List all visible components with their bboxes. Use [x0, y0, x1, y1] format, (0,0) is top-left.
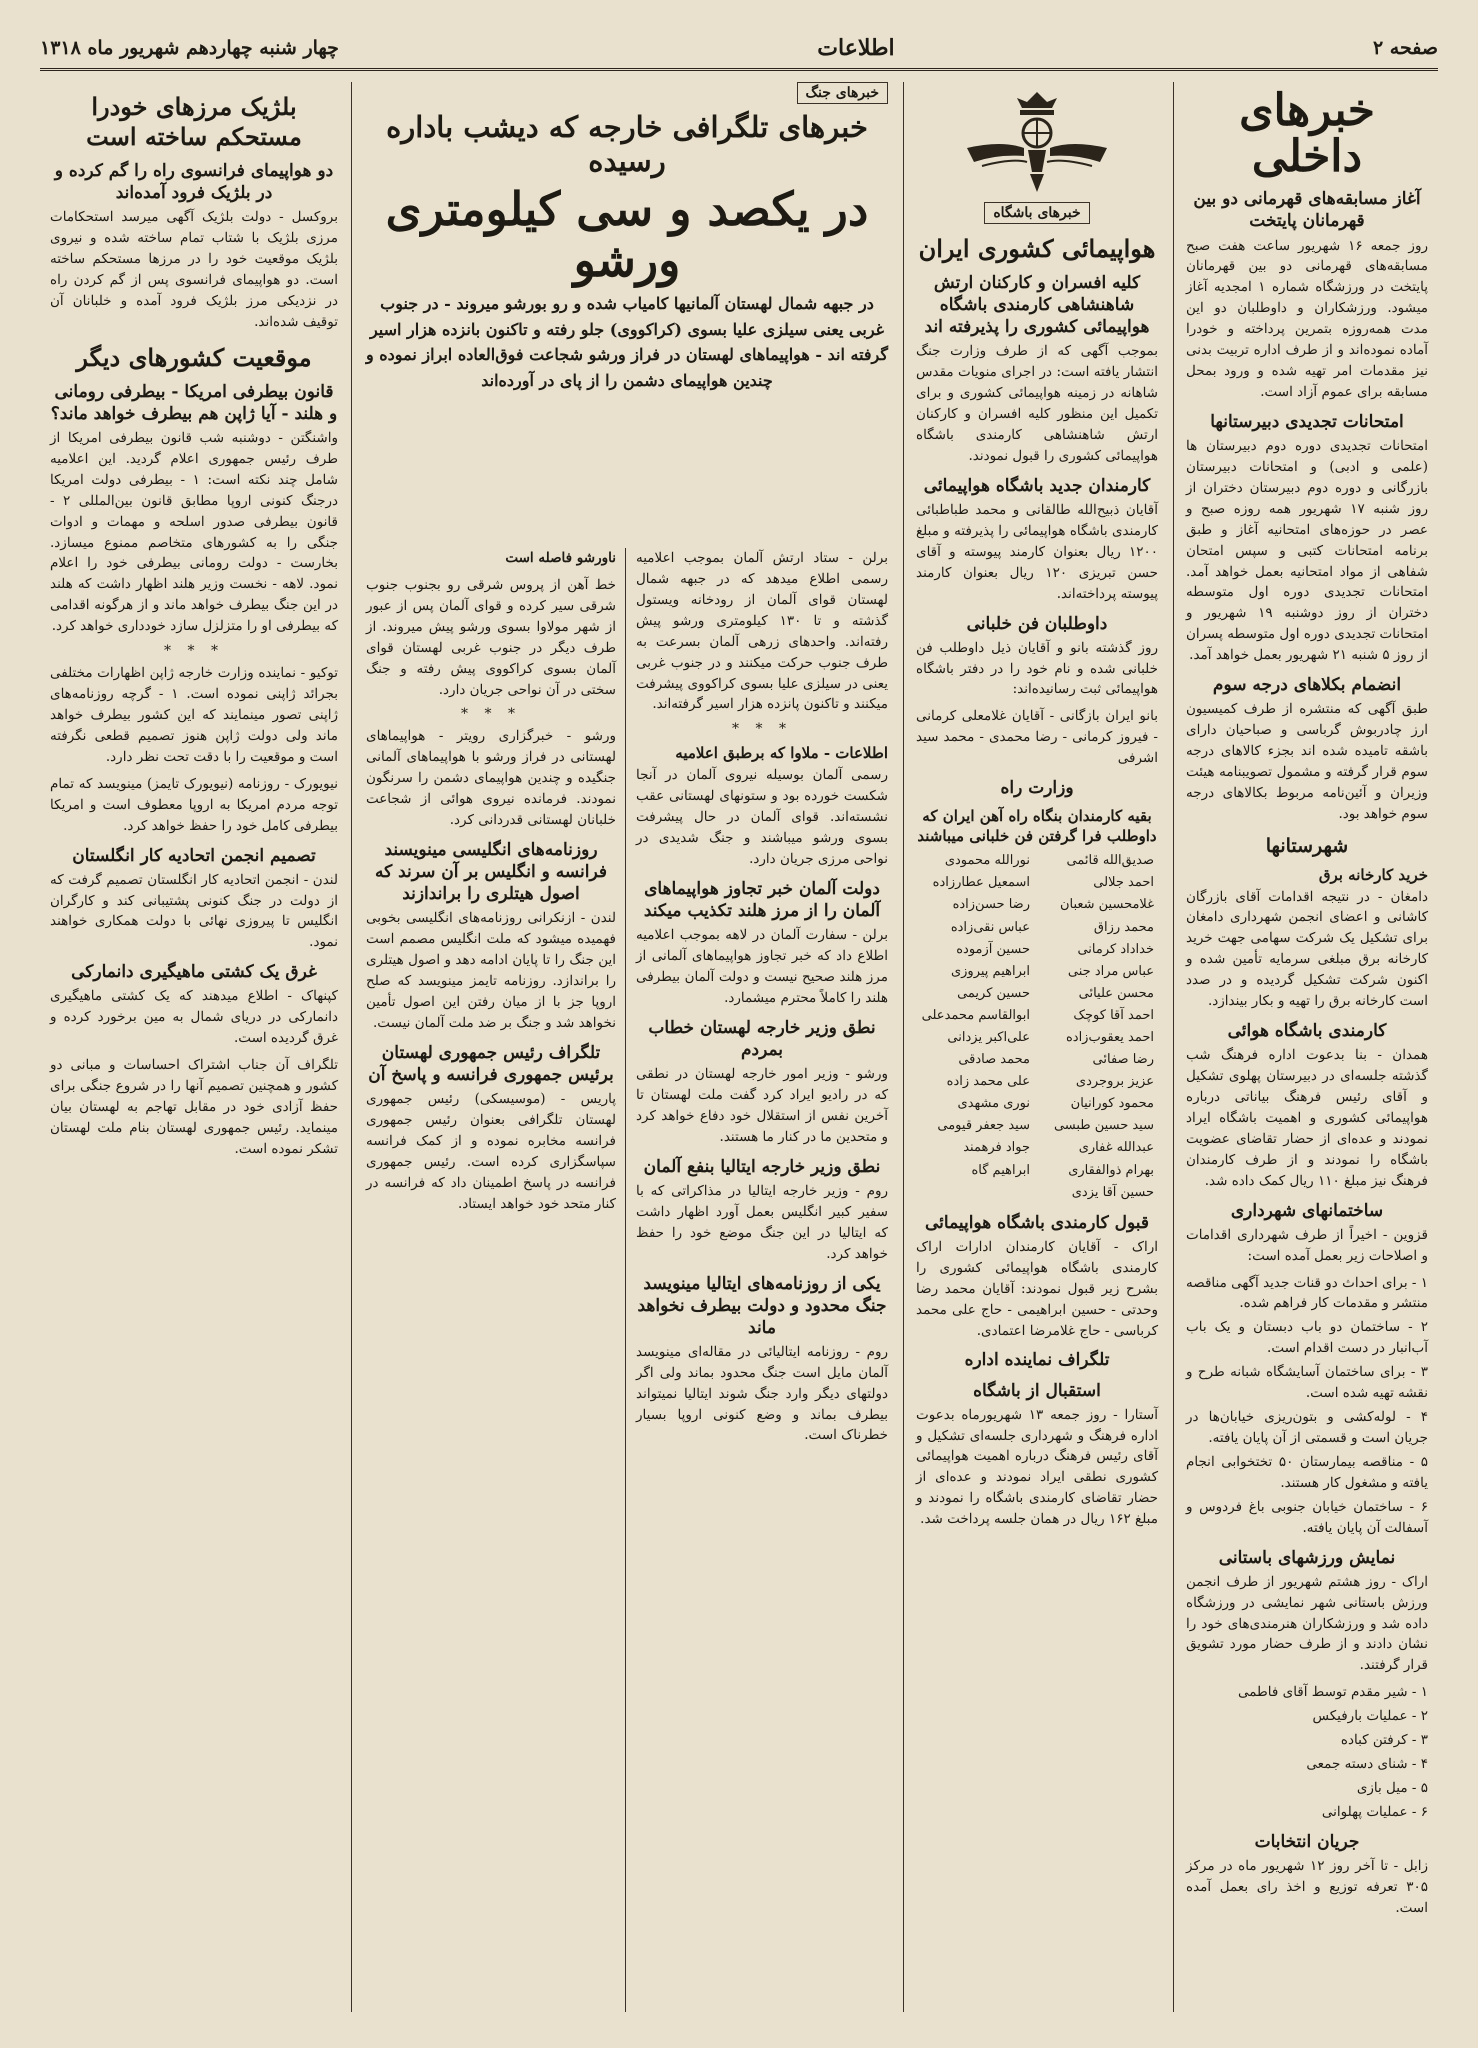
- countries-text: واشنگتن - دوشنبه شب قانون بیطرفی امریکا از طرف رئیس جمهوری اعلام گردید. این اعلامیه شامل چند نکته است: ۱ - بیطرفی دولت امریکا درجنگ کنونی اروپا مطابق قانون بین‌المللی ۲ - قانون بیطرفی صدور اسلحه و مهمات و ادوات جنگی را به کشورهای متخاصم ممنوع میسازد. بخارست - دولت رومانی بیطرفی خود را اعلام نمود. لاهه - نخست وزیر هلند اظهار داشت که هلند در این جنگ بیطرف خواهد ماند و از هرگونه اقدامی که بیطرفی او را متزلزل سازد خودداری خواهد کرد.: [50, 429, 338, 635]
- separator: * * *: [461, 706, 521, 723]
- list-item: عباس نقی‌زاده: [950, 919, 1030, 935]
- list-item: بهرام ذوالفقاری: [1068, 1162, 1154, 1178]
- war-lead: در جبهه شمال لهستان آلمانیها کامیاب شده و رو بورشو میروند - در جنوب غربی یعنی سیلزی علیا بسوی (کراکووی) جلو رفته و تاکنون بانزده هزار اسیر گرفته اند - هواپیماهای لهستان در فراز ورشو شجاعت فوق‌العاده ابراز نموده و چندین هواپیمای دشمن را از پای در آورده‌اند: [366, 294, 888, 390]
- volunteers-heading: داوطلبان فن خلبانی: [966, 613, 1108, 634]
- new-members-heading: کارمندان جدید باشگاه هواپیمائی: [923, 475, 1151, 496]
- aviation-heading: کارمندی باشگاه هوائی: [1227, 1021, 1387, 1042]
- news-text: رسمی آلمان بوسیله نیروی آلمان در آنجا شکست خورده بود و ستونهای لهستانی عقب نشسته‌اند. قوای آلمان در حال پیشرفت بسوی ورشو میباشند و جنگ شدیدی در نواحی مرزی جریان دارد.: [636, 767, 888, 868]
- list-item: رضا حسن‌زاده: [952, 897, 1030, 913]
- list-item: رضا صفائی: [1092, 1052, 1154, 1068]
- belgium-text: بروکسل - دولت بلژیک آگهی میرسد استحکامات مرزی بلژیک با شتاب تمام ساخته شده و نیروی بلژیک موقعیت خود را در مرزها مستحکم ساخته است. دو هواپیمای فرانسوی پس از گم کردن راه در نزدیکی مرز بلژیک فرود آمده و خلبانان آن توقیف شده‌اند.: [50, 209, 338, 330]
- list-item: ۴ - شنای دسته جمعی: [1306, 1756, 1428, 1773]
- list-item: نوری مشهدی: [957, 1096, 1030, 1112]
- sports-text: اراک - روز هشتم شهریور از طرف انجمن ورزش باستانی شهر نمایشی در ورزشگاه داده شد و ورزشکاران هنرمندی‌های خود را نشان دادند و از طرف حضار مورد تشویق قرار گرفتند.: [1186, 1573, 1428, 1674]
- japan-text: توکیو - نماینده وزارت خارجه ژاپن اظهارات مختلفی بجرائد ژاپنی نموده است. ۱ - گرچه روزنامه‌های ژاپنی تصور مینمایند که این کشور بیطرف خواهد ماند ولی دولت ژاپن هنوز تصمیم قطعی نگرفته است و موقعیت را با دقت تحت نظر دارد.: [50, 665, 339, 765]
- volunteers-names: بانو ایران بازگانی - آقایان غلامعلی کرمانی - فیروز کرمانی - رضا محمدی - محمد سید اشرفی: [916, 708, 1158, 767]
- list-item: محسن علیائی: [1078, 985, 1154, 1001]
- list-item: ابوالقاسم محمدعلی: [921, 1007, 1030, 1023]
- list-item: احمد جلالی: [1093, 875, 1154, 891]
- paper-name: اطلاعات: [817, 35, 895, 61]
- belgium-heading: بلژیک مرزهای خودرا مستحکم ساخته است: [86, 92, 302, 151]
- war-banner-headline: در یکصد و سی کیلومتری ورشو: [385, 182, 869, 287]
- election-heading: جریان انتخابات: [1254, 1831, 1360, 1852]
- reception-text: آستارا - روز جمعه ۱۳ شهریورماه بدعوت اداره فرهنگ و شهرداری جلسه‌ای تشکیل و آقای رئیس فرهنگ درباره اهمیت هواپیمائی کشوری نطقی ایراد نمودند و عده‌ای از حضار تقاضای کارمندی باشگاه را نمودند و مبلغ ۱۶۲ ریال در همان جلسه پرداخت شد.: [916, 1406, 1158, 1528]
- list-item: غلامحسین شعبان: [1059, 897, 1154, 913]
- issue-date: چهار شنبه چهاردهم شهریور ماه ۱۳۱۸: [40, 37, 339, 59]
- war-news-left: [356, 548, 626, 2012]
- belgium-subheading: دو هواپیمای فرانسوی راه را گم کرده و در بلژیک فرود آمده‌اند: [54, 161, 334, 204]
- war-header-row: [366, 82, 888, 104]
- exam-text: امتحانات تجدیدی دوره دوم دبیرستان ها (علمی و ادبی) و امتحانات دبیرستان بازرگانی و دوره دوم دبیرستان دختران از روز شنبه ۱۷ شهریور همه روزه صبح و عصر در حوزه‌های امتحانیه آغاز و طبق برنامه امتحانات کتبی و سپس امتحان شفاهی از مواد امتحانیه بعمل خواهد آمد. امتحانات تجدیدی دوره اول متوسطه دختران از روز دوشنبه ۱۹ شهریور و امتحانات تجدیدی دوره اول متوسطه پسران از روز ۵ شنبه ۲۱ شهریور بعمل خواهد آمد.: [1186, 438, 1429, 664]
- italy-papers-heading: یکی از روزنامه‌های ایتالیا مینویسد جنگ محدود و دولت بیطرف نخواهد ماند: [637, 1273, 887, 1338]
- class-text: طبق آگهی که منتشره از طرف کمیسیون ارز چادربوش گرباسی و صباحیان دارای باشقه تامیده شده اند بجزء کالاهای درجه سوم قرار گرفته و مشمول تصویبنامه هیئت وزیران و آئین‌نامه مربوط بکالاهای درجه سوم خواهد بود.: [1186, 701, 1428, 822]
- bottom-text: تلگراف آن جناب اشتراک احساسات و مبانی دو کشور و همچنین تصمیم آنها را در شروع جنگی برای حفظ آزادی خود در مقابل تهاجم به لهستان بیان مینماید. رئیس جمهوری لهستان بنام ملت لهستان تشکر نموده است.: [50, 1057, 338, 1157]
- municipal-list: [1186, 1273, 1428, 1539]
- accept-text: اراک - آقایان کارمندان ادارات اراک کارمندی باشگاه هواپیمائی کشوری را بشرح زیر قبول نمودند: آقایان محمد رضا وحدتی - حسین ابراهیمی - حاج علی محمد کرباسی - حاج غلامرضا اعتمادی.: [916, 1238, 1158, 1339]
- telegraph-heading: تلگراف نماینده اداره: [964, 1350, 1110, 1371]
- list-item: علی محمد زاده: [946, 1074, 1030, 1090]
- countries-subheading: قانون بیطرفی امریکا - بیطرفی رومانی و هلند - آیا ژاپن هم بیطرف خواهد ماند؟: [50, 381, 338, 424]
- dispatch-heading: خبرهای تلگرافی خارجه که دیشب باداره رسیده: [386, 110, 868, 178]
- list-item: اسمعیل عطارزاده: [932, 875, 1030, 891]
- column-rule: [903, 82, 904, 2012]
- ministry-heading: وزارت راه: [1000, 778, 1074, 799]
- italy-fm-heading: نطق وزیر خارجه ایتالیا بنفع آلمان: [643, 1156, 881, 1177]
- italy-papers-text: روم - روزنامه ایتالیائی در مقاله‌ای مینویسد آلمان مایل است جنگ محدود بماند ولی اگر دولتهای دیگر وارد جنگ شوند ایتالیا نمیتواند بیطرف بماند و وضع کنونی اروپا بسیار خطرناک است.: [636, 1343, 888, 1444]
- list-item: ابراهیم پیروزی: [950, 963, 1030, 979]
- war-section-label: خبرهای جنگ: [797, 82, 889, 104]
- list-item: ابراهیم گاه: [971, 1162, 1030, 1178]
- nyc-text: نیویورک - روزنامه (نیویورک تایمز) مینویسد که تمام توجه مردم امریکا به اروپا معطوف است و امریکا بیطرفی کامل خود را حفظ خواهد کرد.: [50, 775, 338, 834]
- warsaw-intro: ناورشو فاصله است: [505, 550, 616, 566]
- list-item: محمود کورانیان: [1070, 1096, 1154, 1112]
- list-item: ۲ - عملیات بارفیکس: [1312, 1708, 1428, 1725]
- masthead: [40, 28, 1438, 71]
- poland-fm-heading: نطق وزیر خارجه لهستان خطاب بمردم: [648, 1017, 876, 1060]
- list-item: ۱ - شیر مقدم توسط آقای فاطمی: [1237, 1684, 1428, 1701]
- list-item: عزیز بروجردی: [1075, 1074, 1154, 1090]
- staff-heading: بقیه کارمندان بنگاه راه آهن ایران که داوطلب فرا گرفتن فن خلبانی میباشند: [917, 807, 1157, 845]
- list-item: نورالله محمودی: [944, 853, 1030, 869]
- separator: * * *: [732, 721, 792, 738]
- list-item: خداداد کرمانی: [1077, 941, 1154, 957]
- england-heading: تصمیم انجمن اتحادیه کار انگلستان: [72, 845, 316, 866]
- separator: * * *: [164, 643, 224, 660]
- factory-heading: خرید کارخانه برق: [1318, 865, 1428, 884]
- list-item: ۵ - مناقصه بیمارستان ۵۰ تختخوابی انجام یافته و مشغول کار هستند.: [1186, 1453, 1428, 1491]
- countries-heading: موقعیت کشورهای دیگر: [76, 342, 312, 372]
- germany-heading: دولت آلمان خبر تجاوز هواپیماهای آلمان را از مرز هلند تکذیب میکند: [643, 878, 881, 922]
- volunteers-text: روز گذشته بانو و آقایان ذیل داوطلب فن خلبانی شده و نام خود را در دفتر باشگاه هواپیمائی ثبت رسانیده‌اند:: [916, 639, 1158, 698]
- column-rule: [351, 82, 352, 2012]
- cities-heading: شهرستانها: [1265, 834, 1349, 857]
- club-text: بموجب آگهی که از طرف وزارت جنگ انتشار یافته است: در اجرای منویات مقدس شاهانه در زمینه هواپیمائی کشوری و برای تکمیل این منظور کلیه افسران و کارکنان ارتش شاهنشاهی کارمندی باشگاه هواپیمائی کشوری را قبول نمودند.: [916, 343, 1158, 464]
- poland-president-heading: تلگراف رئیس جمهوری لهستان برئیس جمهوری فرانسه و پاسخ آن: [368, 1042, 614, 1085]
- list-item: عبدالله غفاری: [1078, 1140, 1154, 1156]
- warsaw-radio-text: ورشو - خبرگزاری رویتر - هواپیماهای لهستانی در فراز ورشو با هواپیماهای آلمانی جنگیده و چندین هواپیمای دشمن را سرنگون نمودند. فرمانده نیروی هوائی از شجاعت خلبانان لهستانی قدردانی کرد.: [366, 728, 616, 829]
- staff-names-list: [916, 850, 1158, 1204]
- ship-heading: غرق یک کشتی ماهیگیری دانمارکی: [71, 962, 317, 983]
- club-subheading: کلیه افسران و کارکنان ارتش شاهنشاهی کارمندی باشگاه هواپیمائی کشوری را پذیرفته اند: [924, 273, 1150, 338]
- england-text: لندن - انجمن اتحادیه کار انگلستان تصمیم گرفت که از دولت در جنگ کنونی پشتیبانی کند و کارگران انگلیس تا پیروزی نهائی با دولت همکاری خواهند نمود.: [50, 871, 338, 951]
- sports-list: [1186, 1682, 1428, 1823]
- list-item: احمد آقا کوچک: [1073, 1007, 1154, 1023]
- page-number: صفحه ۲: [1372, 37, 1438, 59]
- italy-fm-text: روم - وزیر خارجه ایتالیا در مذاکراتی که با سفیر کبیر انگلیس بعمل آورد اظهار داشت که ایتالیا در این جنگ موضع خود را حفظ خواهد کرد.: [636, 1182, 888, 1262]
- municipal-heading: ساختمانهای شهرداری: [1230, 1200, 1384, 1221]
- club-section-label: خبرهای باشگاه: [984, 202, 1089, 224]
- lion-and-sun-emblem-icon: [962, 88, 1112, 198]
- aviation-text: همدان - بنا بدعوت اداره فرهنگ شب گذشته جلسه‌ای در دبیرستان پهلوی تشکیل و آقای رئیس فرهنگ بیاناتی درباره هواپیمائی کشوری و اهمیت باشگاه ایراد نمودند و عده‌ای از حضار تقاضای عضویت باشگاه را نمودند و از طرف کارمندان فرهنگ نیز مبلغ ۱۱۰ ریال کمک داده شد.: [1186, 1047, 1428, 1189]
- list-item: احمد یعقوب‌زاده: [1065, 1029, 1154, 1045]
- england-papers-text: لندن - ازنکرانی روزنامه‌های انگلیسی بخوبی فهمیده میشود که ملت انگلیس مصمم است این جنگ را تا پایان ادامه دهد و اصول هیتلری را براندازد. روزنامه تایمز مینویسد که صلح اروپا جز با از میان رفتن این اصول تأمین نخواهد شد و جنگ بر ضد ملت آلمان نیست.: [366, 910, 616, 1031]
- list-item: ۵ - میل بازی: [1356, 1780, 1428, 1797]
- column-rule: [1173, 82, 1174, 2012]
- list-item: علی‌اکبر یزدانی: [947, 1029, 1030, 1045]
- poland-president-text: پاریس - (موسیسکی) رئیس جمهوری لهستان تلگرافی بعنوان رئیس جمهوری فرانسه مخابره نموده و از کمک فرانسه سپاسگزاری کرده است. رئیس جمهوری فرانسه در پاسخ اطمینان داد که فرانسه در کنار متحد خود خواهد ایستاد.: [366, 1091, 616, 1212]
- list-item: ۲ - ساختمان دو باب دبستان و یک باب آب‌انبار در دست اقدام است.: [1186, 1319, 1428, 1357]
- reception-heading: استقبال از باشگاه: [973, 1380, 1101, 1401]
- berlin-text: برلن - ستاد ارتش آلمان بموجب اعلامیه رسمی اطلاع میدهد که در جبهه شمال لهستان قوای آلمان از رودخانه ویستول گذشته و تا ۱۳۰ کیلومتری ورشو پیش رفته‌اند. واحدهای زرهی آلمان بسرعت به طرف جنوب حرکت میکنند و در جنوب غربی یعنی در سیلزی علیا بسوی کراکووی پیشرفت میکنند و تاکنون پانزده هزار اسیر گرفته‌اند.: [636, 550, 888, 713]
- list-item: سید جعفر قیومی: [937, 1118, 1030, 1134]
- list-item: محمد رزاق: [1093, 919, 1154, 935]
- list-item: عباس مراد جنی: [1067, 963, 1154, 979]
- germany-text: برلن - سفارت آلمان در لاهه بموجب اعلامیه اطلاع داد که خبر تجاوز هواپیماهای آلمانی از مرز هلند صحیح نیست و دولت آلمان بیطرفی هلند را کاملاً محترم میشمارد.: [636, 927, 888, 1006]
- ship-text: کپنهاک - اطلاع میدهند که یک کشتی ماهیگیری دانمارکی در دریای شمال به مین برخورد کرده و غرق گردیده است.: [50, 988, 338, 1047]
- new-members-text: آقایان ذبیح‌الله طالقانی و محمد طباطبائی کارمندی باشگاه هواپیمائی را پذیرفته و مبلغ ۱۲۰۰ ریال بعنوان کارمند پیوسته و آقای حسن تبریزی ۱۲۰ ریال بعنوان کارمند پیوسته پرداخته‌اند.: [916, 501, 1158, 602]
- list-item: حسین کریمی: [957, 985, 1030, 1001]
- list-item: ۱ - برای احداث دو قنات جدید آگهی مناقصه منتشر و مقدمات کار فراهم شده.: [1186, 1274, 1428, 1312]
- club-heading: هواپیمائی کشوری ایران: [918, 234, 1156, 263]
- list-item: صدیق‌الله قائمی: [1066, 853, 1154, 869]
- war-news-right: [626, 548, 898, 2012]
- list-item: ۴ - لوله‌کشی و بتون‌ریزی خیابان‌ها در جریان است و قسمتی از آن پایان یافته.: [1186, 1409, 1428, 1447]
- list-item: ۳ - کرفتن کباده: [1340, 1732, 1428, 1749]
- municipal-intro: قزوین - اخیراً از طرف شهرداری اقدامات و اصلاحات زیر بعمل آمده است:: [1186, 1226, 1428, 1264]
- sports-heading: نمایش ورزشهای باستانی: [1218, 1547, 1396, 1568]
- factory-text: دامغان - در نتیجه اقدامات آقای بازرگان کاشانی و اعضای انجمن شهرداری دامغان برای تشکیل یک شرکت سهامی جهت خرید کارخانه برق مبلغی سرمایه تأمین شده و اکنون شرکت تشکیل گردیده و در صدد است کارخانه برق را تهیه و بکار بیندازد.: [1186, 888, 1428, 1010]
- england-papers-heading: روزنامه‌های انگلیسی مینویسند فرانسه و انگلیس بر آن سرند که اصول هیتلری را براندازند: [374, 840, 608, 905]
- class-heading: انضمام بکلاهای درجه سوم: [1212, 675, 1402, 696]
- warsaw-text: خط آهن از پروس شرقی رو بجنوب جنوب شرقی سیر کرده و قوای آلمان پس از عبور از شهر مولاوا بسوی ورشو پیش میروند. از طرف دیگر در جنوب غربی لهستان قوای آلمان بسوی کراکووی پیش رفته و جنگ سختی در آن نواحی جریان دارد.: [366, 576, 616, 698]
- domestic-news-title: خبرهای داخلی: [1239, 85, 1375, 183]
- news-heading: اطلاعات - ملاوا که برطبق اعلامیه: [675, 744, 888, 763]
- accept-heading: قبول کارمندی باشگاه هواپیمائی: [925, 1212, 1149, 1233]
- list-item: سید حسین طبسی: [1053, 1118, 1154, 1134]
- list-item: محمد صادقی: [958, 1052, 1030, 1068]
- list-item: حسین آقا یزدی: [1071, 1184, 1154, 1200]
- exam-heading: امتحانات تجدیدی دبیرستانها: [1210, 411, 1404, 432]
- contest-text: روز جمعه ۱۶ شهریور ساعت هفت صبح مسابقه‌های قهرمانی دو بین قهرمانان پایتخت در ورزشگاه شماره ۱ امجدیه آغاز میشود. ورزشکاران و داوطلبان دو این مدت همه‌روزه بتمرین پرداخته و خودرا آماده نموده‌اند و از طرف اداره تربیت بدنی نیز مقدمات امر تهیه شده و ورود بمحل مسابقه برای عموم آزاد است.: [1186, 237, 1428, 401]
- war-news-header: [356, 82, 898, 552]
- contest-heading: آغاز مسابقه‌های قهرمانی دو بین قهرمانان پایتخت: [1193, 189, 1421, 232]
- list-item: حسین آزموده: [956, 941, 1030, 957]
- list-item: جواد فرهمند: [963, 1140, 1030, 1156]
- list-item: ۳ - برای ساختمان آسایشگاه شبانه طرح و نقشه تهیه شده است.: [1186, 1364, 1428, 1402]
- foreign-news-column: [40, 82, 348, 2012]
- domestic-news-column: [1176, 82, 1438, 2012]
- club-news-column: [906, 82, 1168, 2012]
- election-text: زابل - تا آخر روز ۱۲ شهریور ماه در مرکز ۳۰۵ تعرفه توزیع و اخذ رای بعمل آمده است.: [1186, 1857, 1429, 1916]
- list-item: ۶ - ساختمان خیابان جنوبی باغ فردوس و آسفالت آن پایان یافته.: [1186, 1498, 1428, 1536]
- poland-fm-text: ورشو - وزیر امور خارجه لهستان در نطقی که در رادیو ایراد کرد گفت ملت لهستان تا آخرین نفس از استقلال خود دفاع خواهد کرد و متحدین ما در کنار ما هستند.: [636, 1066, 888, 1145]
- list-item: ۶ - عملیات پهلوانی: [1321, 1803, 1428, 1820]
